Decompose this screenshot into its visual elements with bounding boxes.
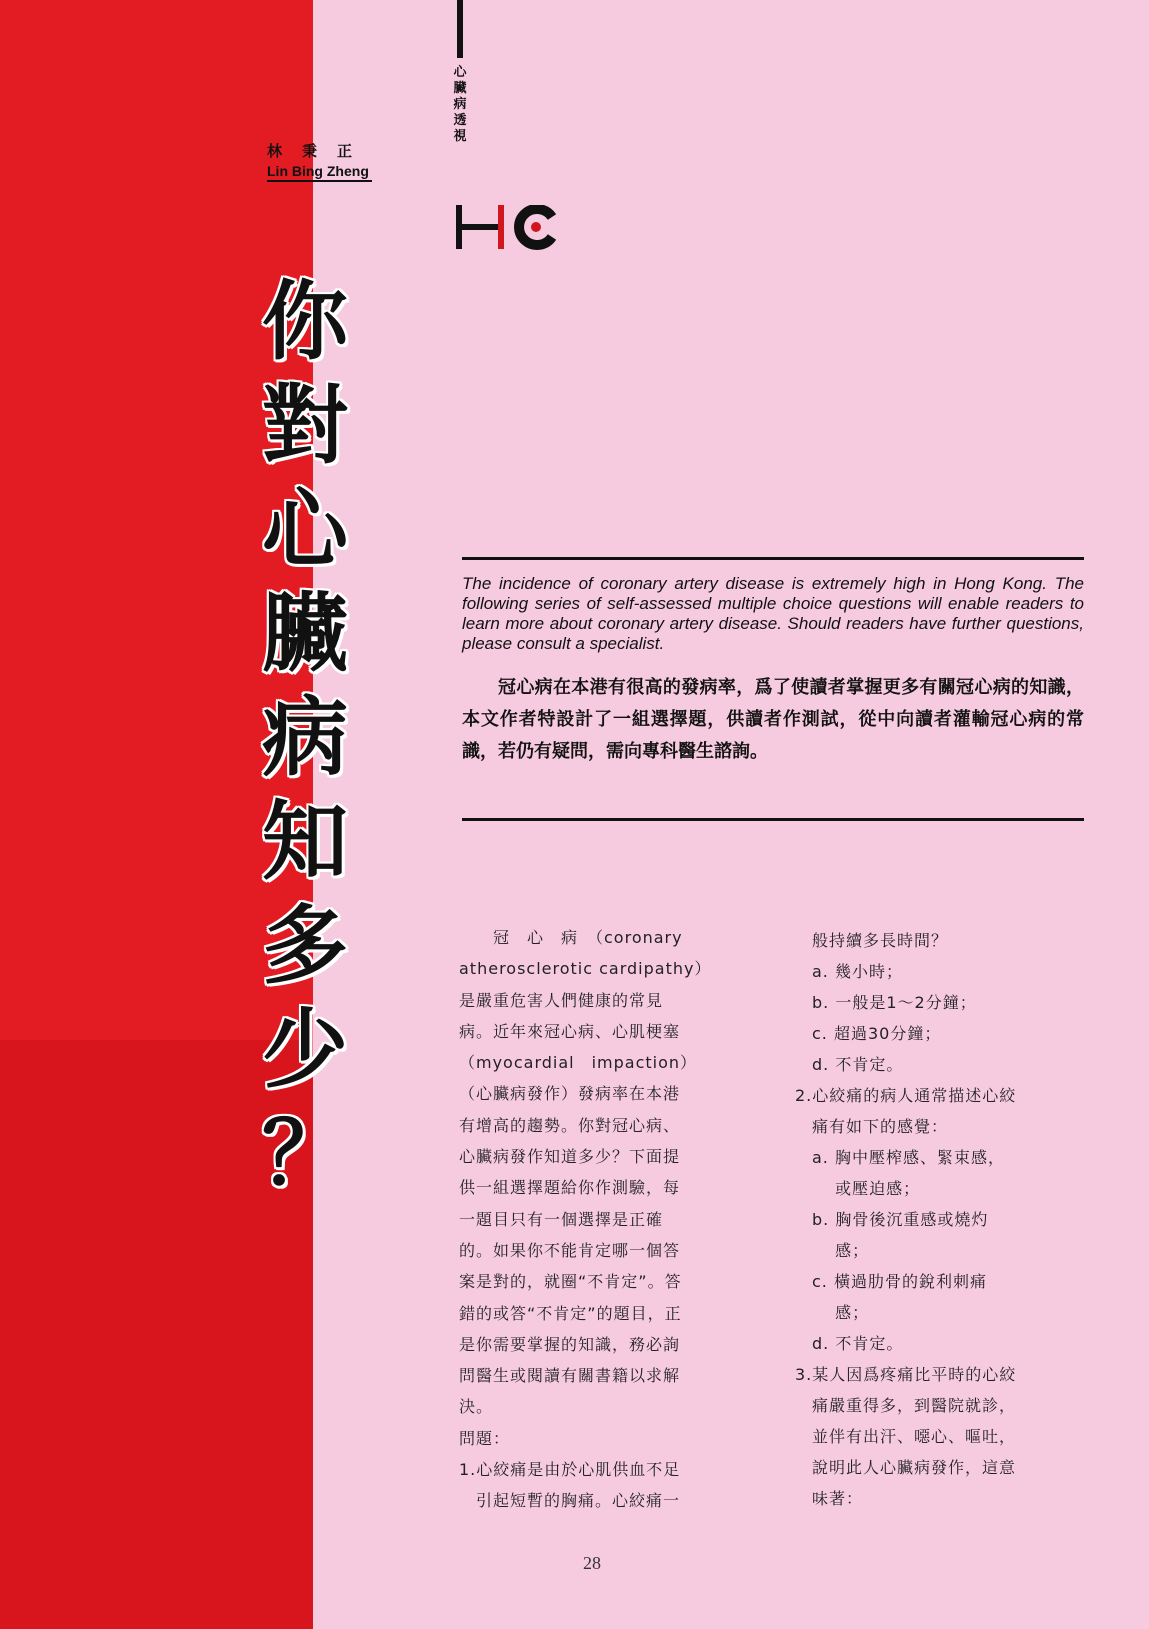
text-line: 痛有如下的感覺：: [795, 1117, 949, 1136]
title-char: 對: [262, 376, 348, 476]
body-column-left: [459, 922, 735, 1517]
title-char: 知: [262, 792, 348, 892]
title-char: 病: [262, 688, 348, 788]
text-line: d. 不肯定。: [795, 1334, 904, 1353]
text-line: 感；: [795, 1303, 870, 1322]
text-line: （myocardial impaction）: [459, 1053, 698, 1073]
text-line: 的。如果你不能肯定哪一個答: [459, 1240, 681, 1260]
text-line: 說明此人心臟病發作，這意: [795, 1458, 1017, 1477]
text-line: 痛嚴重得多，到醫院就診，: [795, 1396, 1017, 1415]
abstract-english: The incidence of coronary artery disease is extremely high in Hong Kong. The following series of self-assessed multiple choice questions will enable readers to learn more about coronary artery disease. Should readers have further questions, please consult a specialist.: [462, 574, 1084, 653]
text-line: 錯的或答“不肯定”的題目，正: [459, 1303, 682, 1323]
abstract-bottom-rule: [462, 818, 1084, 821]
text-line: atherosclerotic cardipathy）: [459, 959, 712, 979]
text-line: d. 不肯定。: [795, 1055, 904, 1074]
text-line: 引起短暫的胸痛。心絞痛一: [459, 1491, 681, 1511]
series-vertical-bar: [457, 0, 463, 58]
text-line: c. 橫過肋骨的銳利刺痛: [795, 1272, 987, 1291]
text-line: 有增高的趨勢。你對冠心病、: [459, 1115, 681, 1135]
text-line: 3.某人因爲疼痛比平時的心絞: [795, 1365, 1017, 1384]
text-line: 2.心絞痛的病人通常描述心絞: [795, 1086, 1017, 1105]
text-line: 或壓迫感；: [795, 1179, 921, 1198]
text-line: 是你需要掌握的知識，務必詢: [459, 1334, 681, 1354]
abstract-top-rule: [462, 557, 1084, 560]
text-line: 冠 心 病 （coronary: [459, 928, 683, 947]
title-char: 少: [262, 1000, 348, 1100]
text-line: 問題：: [459, 1428, 511, 1448]
title-char: 你: [262, 272, 348, 372]
text-line: 並伴有出汗、噁心、嘔吐，: [795, 1427, 1017, 1446]
text-line: 心臟病發作知道多少？下面提: [459, 1147, 681, 1167]
body-column-right: [795, 925, 1085, 1514]
series-label: 心臟病透視: [453, 65, 467, 144]
text-line: a. 幾小時；: [795, 962, 903, 981]
title-char: 多: [262, 896, 348, 996]
article-title: [262, 270, 372, 1206]
author-name-en: Lin Bing Zheng: [267, 163, 372, 182]
text-line: 一題目只有一個選擇是正確: [459, 1209, 664, 1229]
hc-logo-icon: [456, 205, 566, 255]
text-line: 決。: [459, 1397, 494, 1417]
page-number: 28: [583, 1553, 601, 1573]
hc-logo: [456, 205, 566, 259]
text-line: c. 超過30分鐘；: [795, 1024, 942, 1043]
text-line: 案是對的，就圈“不肯定”。答: [459, 1272, 682, 1292]
author-byline: [267, 140, 372, 182]
text-line: 問醫生或閱讀有關書籍以求解: [459, 1366, 681, 1386]
abstract-chinese: 冠心病在本港有很高的發病率，爲了使讀者掌握更多有關冠心病的知識，本文作者特設計了一組選擇題，供讀者作測試，從中向讀者灌輸冠心病的常識，若仍有疑問，需向專科醫生諮詢。: [462, 677, 1084, 762]
text-line: b. 一般是1～2分鐘；: [795, 993, 977, 1012]
text-line: 1.心絞痛是由於心肌供血不足: [459, 1460, 681, 1480]
text-line: 病。近年來冠心病、心肌梗塞: [459, 1021, 681, 1041]
title-char: ？: [262, 1104, 348, 1204]
text-line: （心臟病發作）發病率在本港: [459, 1084, 681, 1104]
text-line: 般持續多長時間？: [795, 931, 949, 950]
text-line: 感；: [795, 1241, 870, 1260]
text-line: 供一組選擇題給你作測驗，每: [459, 1178, 681, 1198]
title-char: 心: [262, 480, 348, 580]
title-char: 臟: [262, 584, 348, 684]
text-line: a. 胸中壓榨感、緊束感，: [795, 1148, 1005, 1167]
text-line: b. 胸骨後沉重感或燒灼: [795, 1210, 989, 1229]
author-name-cn: 林秉正: [267, 142, 373, 160]
text-line: 是嚴重危害人們健康的常見: [459, 990, 664, 1010]
text-line: 味著：: [795, 1489, 864, 1508]
